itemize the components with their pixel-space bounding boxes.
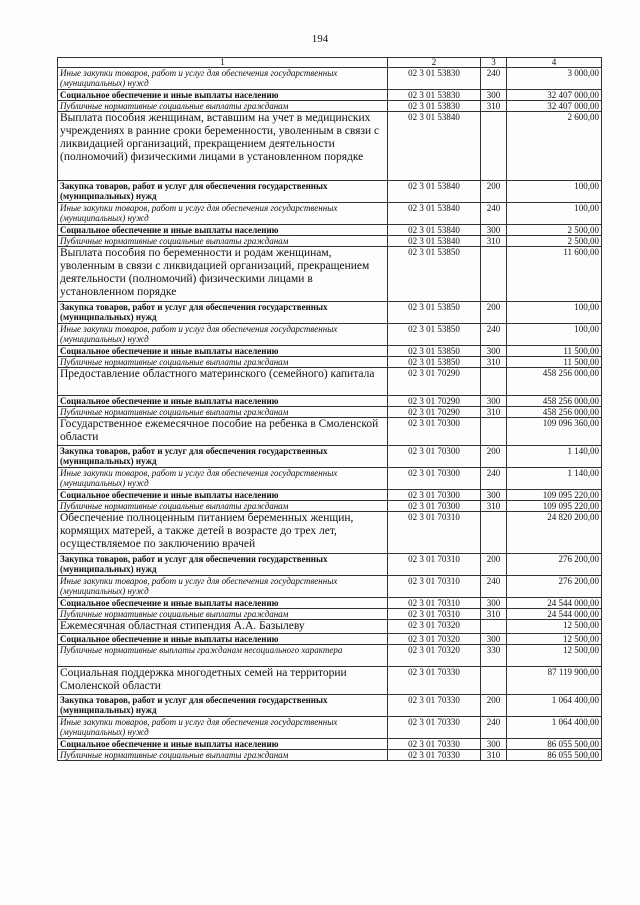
row-amount-cell: 109 095 220,00 <box>507 501 602 512</box>
row-amount-cell: 24 544 000,00 <box>507 609 602 620</box>
row-code-cell: 02 3 01 53830 <box>388 68 481 90</box>
row-amount-cell: 2 500,00 <box>507 225 602 236</box>
table-row <box>58 446 602 468</box>
table-row <box>58 598 602 609</box>
table-row <box>58 346 602 357</box>
row-type-cell <box>481 667 507 695</box>
table-row <box>58 181 602 203</box>
row-name-cell: Социальное обеспечение и иные выплаты населению <box>58 739 388 750</box>
table-row <box>58 247 602 302</box>
header-col-1: 1 <box>58 58 388 68</box>
row-name-cell: Публичные нормативные выплаты гражданам несоциального характера <box>58 645 388 667</box>
row-amount-cell: 458 256 000,00 <box>507 396 602 407</box>
row-code-cell: 02 3 01 53830 <box>388 90 481 101</box>
table-row <box>58 512 602 554</box>
table-row <box>58 750 602 761</box>
row-amount-cell: 86 055 500,00 <box>507 739 602 750</box>
row-type-cell: 310 <box>481 609 507 620</box>
row-name-cell: Обеспечение полноценным питанием беременных женщин, кормящих матерей, а также детей в возрасте до трех лет, осуществляемое по заключению врачей <box>58 512 388 554</box>
page-number: 194 <box>311 33 329 45</box>
row-amount-cell: 32 407 000,00 <box>507 90 602 101</box>
row-type-cell: 310 <box>481 750 507 761</box>
row-name-cell: Социальное обеспечение и иные выплаты населению <box>58 598 388 609</box>
row-code-cell: 02 3 01 70320 <box>388 645 481 667</box>
row-name-cell: Ежемесячная областная стипендия А.А. Базылеву <box>58 620 388 634</box>
row-code-cell: 02 3 01 53850 <box>388 324 481 346</box>
row-name-cell: Закупка товаров, работ и услуг для обеспечения государственных (муниципальных) нужд <box>58 302 388 324</box>
row-name-cell: Иные закупки товаров, работ и услуг для обеспечения государственных (муниципальных) нужд <box>58 68 388 90</box>
table-row <box>58 112 602 181</box>
row-name-cell: Социальное обеспечение и иные выплаты населению <box>58 396 388 407</box>
row-name-cell: Социальное обеспечение и иные выплаты населению <box>58 90 388 101</box>
row-code-cell: 02 3 01 53850 <box>388 357 481 368</box>
row-code-cell: 02 3 01 70310 <box>388 576 481 598</box>
row-name-cell: Закупка товаров, работ и услуг для обеспечения государственных (муниципальных) нужд <box>58 554 388 576</box>
row-amount-cell: 12 500,00 <box>507 634 602 645</box>
row-name-cell: Социальное обеспечение и иные выплаты населению <box>58 346 388 357</box>
row-amount-cell: 11 600,00 <box>507 247 602 302</box>
header-col-3: 3 <box>481 58 507 68</box>
table-row <box>58 468 602 490</box>
table-row <box>58 490 602 501</box>
row-amount-cell: 109 095 220,00 <box>507 490 602 501</box>
row-code-cell: 02 3 01 70330 <box>388 750 481 761</box>
row-code-cell: 02 3 01 70330 <box>388 739 481 750</box>
row-code-cell: 02 3 01 70290 <box>388 368 481 396</box>
table-row <box>58 90 602 101</box>
row-amount-cell: 458 256 000,00 <box>507 368 602 396</box>
row-amount-cell: 3 000,00 <box>507 68 602 90</box>
table-row <box>58 576 602 598</box>
row-name-cell: Публичные нормативные социальные выплаты гражданам <box>58 750 388 761</box>
row-amount-cell: 1 140,00 <box>507 468 602 490</box>
row-code-cell: 02 3 01 70300 <box>388 490 481 501</box>
row-type-cell: 310 <box>481 407 507 418</box>
row-name-cell: Выплата пособия женщинам, вставшим на учет в медицинских учреждениях в ранние сроки беременности, уволенным в связи с ликвидацией организаций, прекращением деятельности (полномочий) физическими лицами в установленном порядке <box>58 112 388 181</box>
row-name-cell: Публичные нормативные социальные выплаты гражданам <box>58 407 388 418</box>
row-name-cell: Иные закупки товаров, работ и услуг для обеспечения государственных (муниципальных) нужд <box>58 717 388 739</box>
budget-table-body <box>58 58 602 761</box>
row-type-cell: 330 <box>481 645 507 667</box>
row-type-cell: 300 <box>481 396 507 407</box>
table-row <box>58 203 602 225</box>
row-code-cell: 02 3 01 70300 <box>388 446 481 468</box>
table-row <box>58 396 602 407</box>
row-name-cell: Закупка товаров, работ и услуг для обеспечения государственных (муниципальных) нужд <box>58 446 388 468</box>
row-name-cell: Иные закупки товаров, работ и услуг для обеспечения государственных (муниципальных) нужд <box>58 324 388 346</box>
row-amount-cell: 100,00 <box>507 324 602 346</box>
row-amount-cell: 11 500,00 <box>507 346 602 357</box>
row-code-cell: 02 3 01 70290 <box>388 396 481 407</box>
table-row <box>58 357 602 368</box>
row-amount-cell: 12 500,00 <box>507 645 602 667</box>
row-code-cell: 02 3 01 53840 <box>388 225 481 236</box>
row-code-cell: 02 3 01 70310 <box>388 512 481 554</box>
row-name-cell: Публичные нормативные социальные выплаты гражданам <box>58 357 388 368</box>
row-type-cell: 240 <box>481 68 507 90</box>
row-code-cell: 02 3 01 70290 <box>388 407 481 418</box>
row-code-cell: 02 3 01 53850 <box>388 346 481 357</box>
table-row <box>58 101 602 112</box>
row-code-cell: 02 3 01 70300 <box>388 418 481 446</box>
row-name-cell: Иные закупки товаров, работ и услуг для обеспечения государственных (муниципальных) нужд <box>58 203 388 225</box>
row-code-cell: 02 3 01 70330 <box>388 717 481 739</box>
row-amount-cell: 109 096 360,00 <box>507 418 602 446</box>
row-type-cell: 240 <box>481 324 507 346</box>
row-name-cell: Публичные нормативные социальные выплаты гражданам <box>58 236 388 247</box>
table-row <box>58 236 602 247</box>
table-row <box>58 634 602 645</box>
table-row <box>58 225 602 236</box>
row-type-cell <box>481 418 507 446</box>
row-amount-cell: 86 055 500,00 <box>507 750 602 761</box>
row-amount-cell: 32 407 000,00 <box>507 101 602 112</box>
row-type-cell: 300 <box>481 225 507 236</box>
header-col-2: 2 <box>388 58 481 68</box>
row-type-cell <box>481 247 507 302</box>
row-type-cell <box>481 512 507 554</box>
row-code-cell: 02 3 01 53840 <box>388 203 481 225</box>
row-type-cell: 300 <box>481 490 507 501</box>
row-code-cell: 02 3 01 70320 <box>388 620 481 634</box>
row-type-cell: 240 <box>481 468 507 490</box>
row-name-cell: Социальное обеспечение и иные выплаты населению <box>58 490 388 501</box>
row-amount-cell: 276 200,00 <box>507 554 602 576</box>
row-type-cell: 200 <box>481 695 507 717</box>
row-code-cell: 02 3 01 70310 <box>388 609 481 620</box>
row-code-cell: 02 3 01 70310 <box>388 598 481 609</box>
row-code-cell: 02 3 01 53840 <box>388 236 481 247</box>
row-code-cell: 02 3 01 53830 <box>388 101 481 112</box>
row-type-cell: 310 <box>481 236 507 247</box>
row-code-cell: 02 3 01 53850 <box>388 302 481 324</box>
row-code-cell: 02 3 01 70300 <box>388 501 481 512</box>
row-name-cell: Предоставление областного материнского (семейного) капитала <box>58 368 388 396</box>
row-name-cell: Социальная поддержка многодетных семей на территории Смоленской области <box>58 667 388 695</box>
table-row <box>58 667 602 695</box>
row-amount-cell: 100,00 <box>507 203 602 225</box>
row-amount-cell: 1 064 400,00 <box>507 695 602 717</box>
row-type-cell: 240 <box>481 717 507 739</box>
table-row <box>58 407 602 418</box>
table-row <box>58 68 602 90</box>
budget-table <box>57 57 602 761</box>
row-type-cell: 200 <box>481 302 507 324</box>
row-type-cell: 300 <box>481 598 507 609</box>
row-amount-cell: 87 119 900,00 <box>507 667 602 695</box>
row-amount-cell: 1 140,00 <box>507 446 602 468</box>
row-name-cell: Социальное обеспечение и иные выплаты населению <box>58 634 388 645</box>
row-amount-cell: 11 500,00 <box>507 357 602 368</box>
row-name-cell: Закупка товаров, работ и услуг для обеспечения государственных (муниципальных) нужд <box>58 695 388 717</box>
row-code-cell: 02 3 01 70330 <box>388 667 481 695</box>
row-code-cell: 02 3 01 70300 <box>388 468 481 490</box>
row-type-cell: 200 <box>481 181 507 203</box>
row-amount-cell: 24 544 000,00 <box>507 598 602 609</box>
table-row <box>58 324 602 346</box>
row-type-cell <box>481 112 507 181</box>
table-row <box>58 620 602 634</box>
table-row <box>58 739 602 750</box>
row-amount-cell: 276 200,00 <box>507 576 602 598</box>
table-row <box>58 609 602 620</box>
row-amount-cell: 100,00 <box>507 181 602 203</box>
row-type-cell: 240 <box>481 203 507 225</box>
row-type-cell: 200 <box>481 554 507 576</box>
table-row <box>58 645 602 667</box>
table-row <box>58 554 602 576</box>
row-type-cell <box>481 620 507 634</box>
row-code-cell: 02 3 01 70310 <box>388 554 481 576</box>
row-type-cell: 310 <box>481 501 507 512</box>
row-code-cell: 02 3 01 53840 <box>388 181 481 203</box>
row-amount-cell: 2 600,00 <box>507 112 602 181</box>
row-name-cell: Государственное ежемесячное пособие на ребенка в Смоленской области <box>58 418 388 446</box>
row-amount-cell: 100,00 <box>507 302 602 324</box>
row-code-cell: 02 3 01 70320 <box>388 634 481 645</box>
row-type-cell: 300 <box>481 90 507 101</box>
row-type-cell: 240 <box>481 576 507 598</box>
row-type-cell: 300 <box>481 634 507 645</box>
row-name-cell: Иные закупки товаров, работ и услуг для обеспечения государственных (муниципальных) нужд <box>58 468 388 490</box>
row-name-cell: Публичные нормативные социальные выплаты гражданам <box>58 101 388 112</box>
row-name-cell: Публичные нормативные социальные выплаты гражданам <box>58 609 388 620</box>
row-amount-cell: 458 256 000,00 <box>507 407 602 418</box>
row-type-cell: 310 <box>481 357 507 368</box>
table-row <box>58 695 602 717</box>
row-amount-cell: 12 500,00 <box>507 620 602 634</box>
row-name-cell: Выплата пособия по беременности и родам женщинам, уволенным в связи с ликвидацией организаций, прекращением деятельности (полномочий) физическими лицами в установленном порядке <box>58 247 388 302</box>
table-row <box>58 302 602 324</box>
row-type-cell: 200 <box>481 446 507 468</box>
row-type-cell: 300 <box>481 739 507 750</box>
row-name-cell: Социальное обеспечение и иные выплаты населению <box>58 225 388 236</box>
row-code-cell: 02 3 01 70330 <box>388 695 481 717</box>
table-row <box>58 368 602 396</box>
row-name-cell: Публичные нормативные социальные выплаты гражданам <box>58 501 388 512</box>
row-type-cell: 310 <box>481 101 507 112</box>
row-amount-cell: 24 820 200,00 <box>507 512 602 554</box>
table-row <box>58 717 602 739</box>
row-amount-cell: 1 064 400,00 <box>507 717 602 739</box>
row-type-cell: 300 <box>481 346 507 357</box>
row-name-cell: Иные закупки товаров, работ и услуг для обеспечения государственных (муниципальных) нужд <box>58 576 388 598</box>
row-name-cell: Закупка товаров, работ и услуг для обеспечения государственных (муниципальных) нужд <box>58 181 388 203</box>
row-amount-cell: 2 500,00 <box>507 236 602 247</box>
row-code-cell: 02 3 01 53850 <box>388 247 481 302</box>
table-row <box>58 418 602 446</box>
header-row <box>58 58 602 68</box>
header-col-4: 4 <box>507 58 602 68</box>
row-code-cell: 02 3 01 53840 <box>388 112 481 181</box>
row-type-cell <box>481 368 507 396</box>
table-row <box>58 501 602 512</box>
